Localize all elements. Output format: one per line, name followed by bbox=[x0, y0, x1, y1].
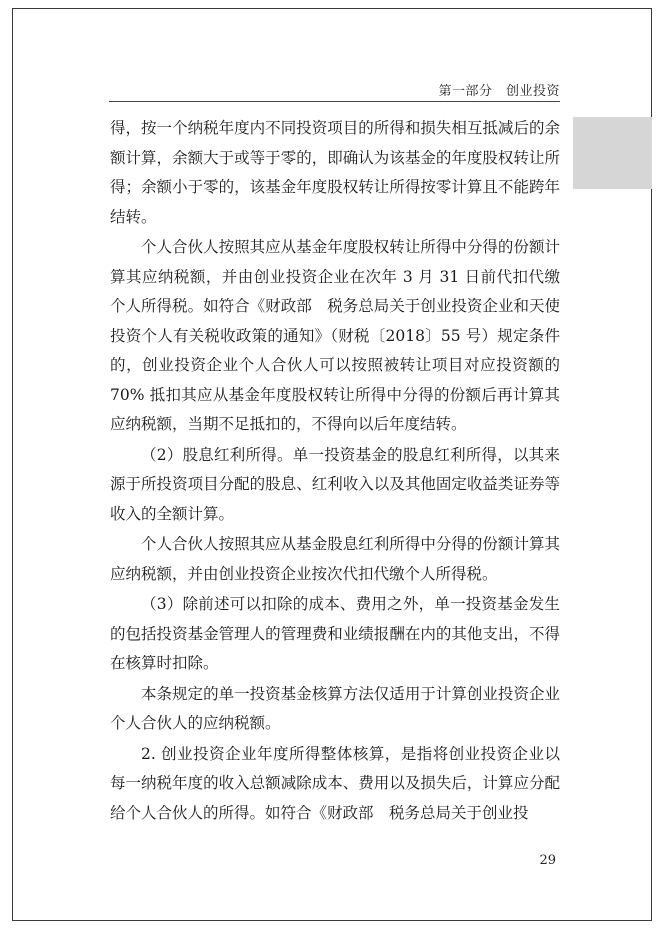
paragraph-individual-partner-equity: 个人合伙人按照其应从基金年度股权转让所得中分得的份额计算其应纳税额，并由创业投资企业在次年 3 月 31 日前代扣代缴个人所得税。如符合《财政部 税务总局关于创业投资企业和天使投资个人有关税收政策的通知》（财税〔2018〕55 号）规定条件的，创业投资企业个人合伙人可以按照被转让项目对应投资额的 70% 抵扣其应从基金年度股权转让所得中分得的份额后再计算其应纳税额，当期不足抵扣的，不得向以后年度结转。 bbox=[110, 238, 560, 433]
header-rule bbox=[109, 101, 560, 102]
page-number: 29 bbox=[539, 853, 556, 868]
body-text bbox=[110, 114, 560, 829]
running-header: 第一部分 创业投资 bbox=[438, 84, 560, 99]
paragraph-other-expenses: （3）除前述可以扣除的成本、费用之外，单一投资基金发生的包括投资基金管理人的管理费和业绩报酬在内的其他支出，不得在核算时扣除。 bbox=[110, 595, 560, 672]
paragraph-continuation: 得，按一个纳税年度内不同投资项目的所得和损失相互抵减后的余额计算，余额大于或等于零的，即确认为该基金的年度股权转让所得；余额小于零的，该基金年度股权转让所得按零计算且不能跨年结转。 bbox=[110, 119, 560, 226]
paragraph-scope: 本条规定的单一投资基金核算方法仅适用于计算创业投资企业个人合伙人的应纳税额。 bbox=[110, 684, 560, 732]
paragraph-annual-overall-accounting: 2. 创业投资企业年度所得整体核算，是指将创业投资企业以每一纳税年度的收入总额减除成本、费用以及损失后，计算应分配给个人合伙人的所得。如符合《财政部 税务总局关于创业投 bbox=[110, 744, 560, 822]
paragraph-individual-partner-dividend: 个人合伙人按照其应从基金股息红利所得中分得的份额计算其应纳税额，并由创业投资企业按次代扣代缴个人所得税。 bbox=[110, 535, 560, 583]
paragraph-dividend-income: （2）股息红利所得。单一投资基金的股息红利所得，以其来源于所投资项目分配的股息、红利收入以及其他固定收益类证券等收入的全额计算。 bbox=[110, 445, 560, 523]
thumb-index-tab bbox=[573, 117, 652, 189]
